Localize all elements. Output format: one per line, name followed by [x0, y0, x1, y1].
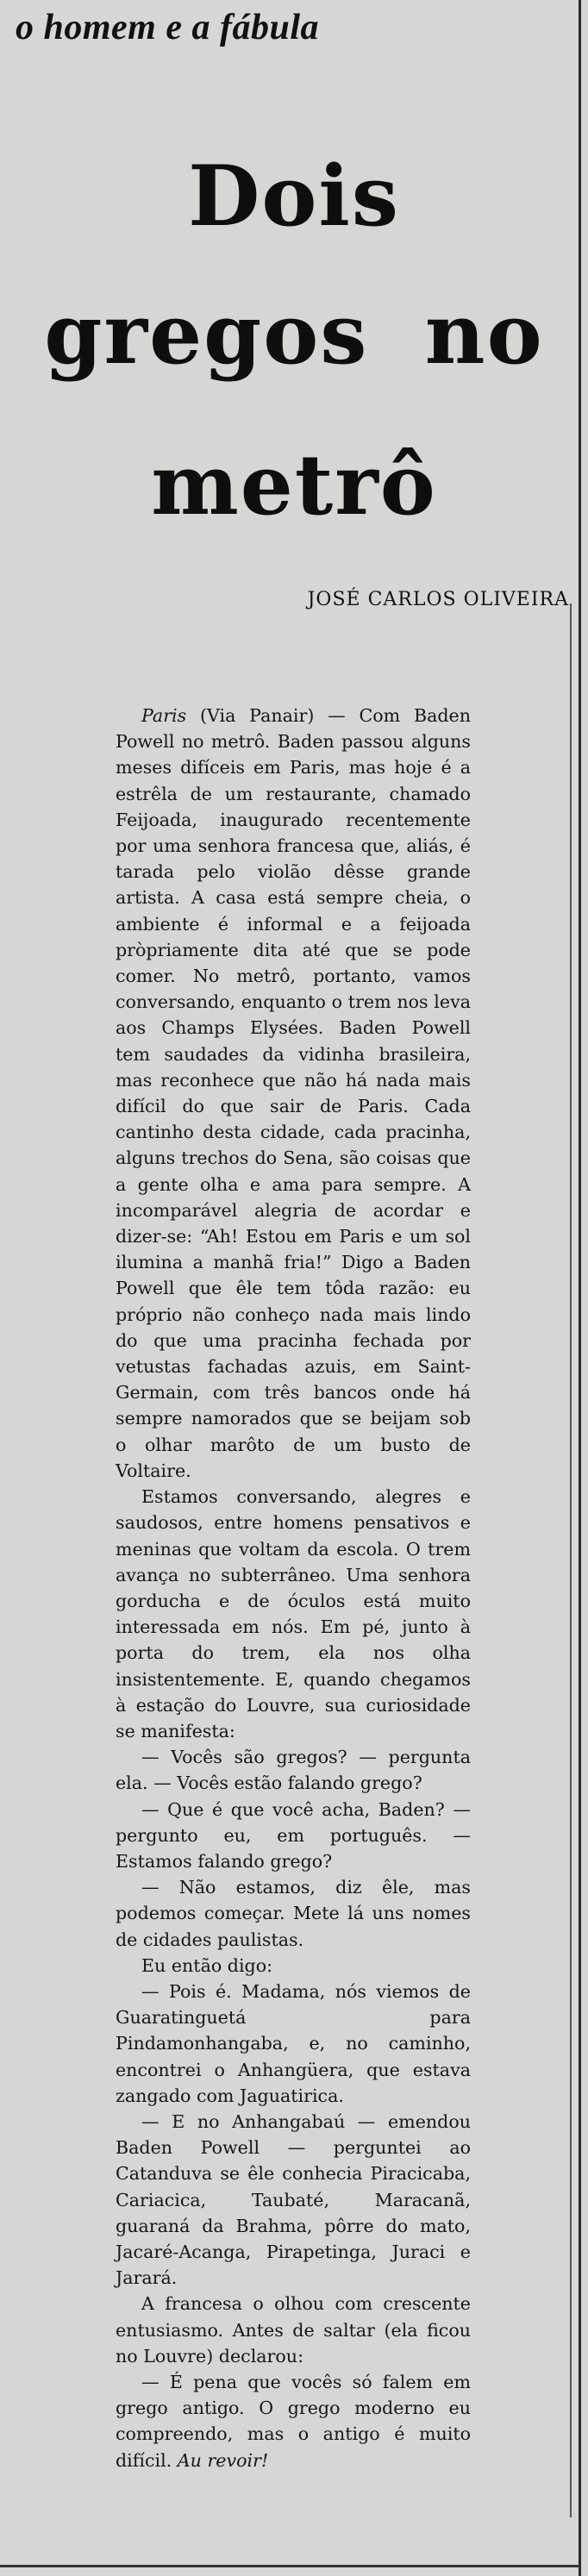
paragraph	[116, 703, 471, 1484]
inner-column-rule	[570, 603, 572, 2517]
paragraph: A francesa o olhou com crescente entusiasmo. Antes de saltar (ela ficou no Louvre) declarou:	[116, 2293, 471, 2367]
paragraph	[116, 2369, 471, 2473]
paragraph: — Que é que você acha, Baden? — pergunto eu, em português. — Estamos falando grego?	[116, 1798, 471, 1872]
paragraph: — Pois é. Madama, nós viemos de Guaratinguetá para Pindamonhangaba, e, no caminho, encontrei o Anhangüera, que estava zangado com Jaguatirica.	[116, 1980, 471, 2106]
paragraph-text: (Via Panair) — Com Baden Powell no metrô. Baden passou alguns meses difíceis em Paris, mas hoje é a estrêla de um restaurante, chamado Feijoada, inaugurado recentemente por uma senhora francesa que, aliás, é tarada pelo violão dêsse grande artista. A casa está sempre cheia, o ambiente é informal e a feijoada pròpriamente dita até que se pode comer. No metrô, portanto, vamos conversando, enquanto o trem nos leva aos Champs Elysées. Baden Powell tem saudades da vidinha brasileira, mas reconhece que não há nada mais difícil do que sair de Paris. Cada cantinho desta cidade, cada pracinha, alguns trechos do Sena, são coisas que a gente olha e ama para sempre. A incomparável alegria de acordar e dizer-se: “Ah! Estou em Paris e um sol ilumina a manhã fria!” Digo a Baden Powell que êle tem tôda razão: eu próprio não conheço nada mais lindo do que uma pracinha fechada por vetustas fachadas azuis, em Saint-Germain, com três bancos onde há sempre namorados que se beijam sob o olhar marôto de um busto de Voltaire.	[116, 705, 471, 1481]
headline-line-3: metrô	[151, 436, 437, 534]
paragraph: — E no Anhangabaú — emendou Baden Powell — perguntei ao Catanduva se êle conhecia Piracicaba, Cariacica, Taubaté, Maracanã, guaraná da Brahma, pôrre do mato, Jacaré-Acanga, Pirapetinga, Juraci e Jarará.	[116, 2110, 471, 2289]
paragraph: Eu então digo:	[141, 1954, 273, 1976]
column-rule	[579, 0, 581, 2576]
paragraph-text: — É pena que vocês só falem em grego antigo. O grego moderno eu compreendo, mas o antigo é muito difícil.	[116, 2372, 471, 2471]
byline: JOSÉ CARLOS OLIVEIRA	[307, 589, 569, 610]
paragraph: — Vocês são gregos? — pergunta ela. — Vocês estão falando grego?	[116, 1747, 471, 1794]
paragraph: Estamos conversando, alegres e saudosos, entre homens pensativos e meninas que voltam da escola. O trem avança no subterrâneo. Uma senhora gorducha e de óculos está muito interessada em nós. Em pé, junto à porta do trem, ela nos olha insistentemente. E, quando chegamos à estação do Louvre, sua curiosidade se manifesta:	[116, 1486, 471, 1741]
dateline: Paris	[141, 705, 187, 726]
article-body	[116, 703, 471, 2473]
paragraph: — Não estamos, diz êle, mas podemos começar. Mete lá uns nomes de cidades paulistas.	[116, 1877, 471, 1950]
closing-phrase: Au revoir!	[177, 2449, 269, 2471]
headline-line-1: Dois	[188, 147, 400, 245]
bottom-rule	[0, 2565, 581, 2567]
section-header: o homem e a fábula	[16, 8, 319, 47]
headline-line-2: gregos no	[44, 285, 544, 383]
